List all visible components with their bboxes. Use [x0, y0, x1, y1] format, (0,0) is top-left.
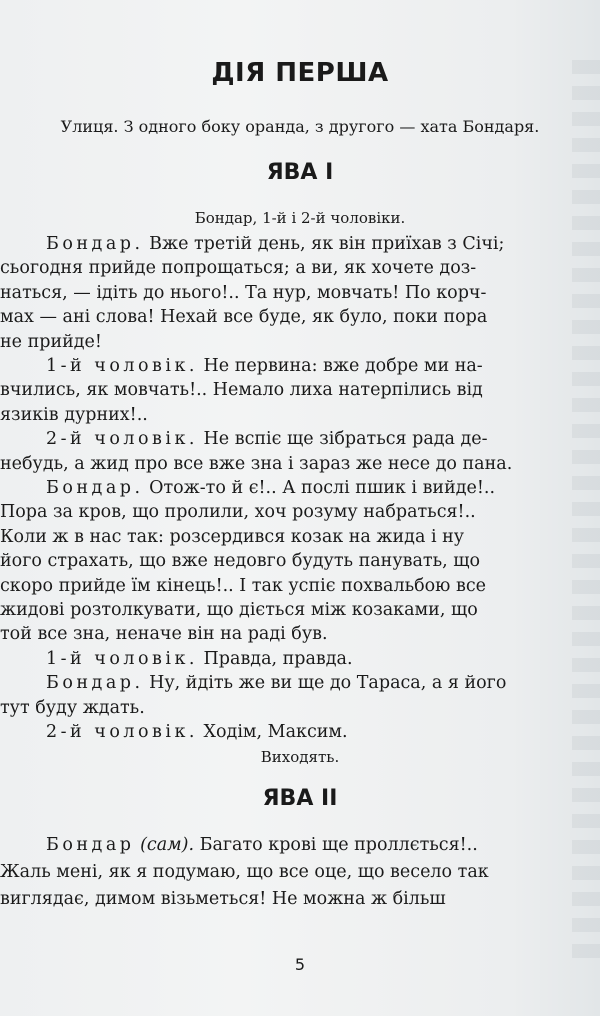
dialogue-line: небудь, а жид про все вже зна і зараз же несе до пана. [0, 453, 513, 474]
speaker: 1-й чоловік. [46, 356, 198, 376]
stage-direction-exit: Виходять. [260, 748, 340, 767]
speaker: 2-й чоловік. [46, 722, 198, 742]
speaker: Бондар [46, 835, 135, 855]
dialogue-line: Бондар (сам). Багато крові ще проллється!.. [46, 835, 478, 855]
dialogue-line: жидові розтолкувати, що діється між козаками, що [0, 600, 478, 620]
page-number: 5 [294, 955, 306, 974]
dialogue-line: Бондар. Ну, йдіть же ви ще до Тараса, а я його [46, 673, 507, 694]
dialogue-line: сьогодня прийде попрощаться; а ви, як хочете доз- [0, 258, 477, 279]
speaker: Бондар. [46, 673, 144, 694]
dialogue-line: вчились, як мовчать!.. Немало лиха натерпілись від [0, 380, 483, 401]
dialogue-line: Жаль мені, як я подумаю, що все оце, що весело так [0, 862, 489, 882]
dialogue-line: 2-й чоловік. Не вспіє ще зібраться рада де- [46, 429, 488, 450]
stage-remark: (сам). [140, 835, 195, 855]
dialogue-line: Коли ж в нас так: розсердився козак на жида і ну [0, 526, 465, 547]
dialogue-line: не прийде! [0, 331, 102, 352]
dialogue-line: 1-й чоловік. Не первина: вже добре ми на- [46, 356, 483, 376]
speaker: Бондар. [46, 234, 144, 254]
dialogue-line: Пора за кров, що пролили, хоч розуму набраться!.. [0, 502, 476, 523]
act-title: ДІЯ ПЕРША [211, 58, 389, 88]
scene-1-cast: Бондар, 1-й і 2-й чоловіки. [194, 209, 406, 227]
speaker: 2-й чоловік. [46, 429, 198, 450]
dialogue-line: Бондар. Вже третій день, як він приїхав з Січі; [46, 234, 505, 254]
dialogue-line: його страхать, що вже недовго будуть панувать, що [0, 551, 481, 572]
dialogue-line: виглядає, димом візьметься! Не можна ж більш [0, 889, 446, 909]
speaker: Бондар. [46, 478, 144, 498]
dialogue-line: скоро прийде їм кінець!.. І так успіє похвальбою все [0, 575, 486, 596]
dialogue-line: тут буду ждать. [0, 697, 145, 718]
scene-1-title: ЯВА І [266, 160, 334, 185]
speaker: 1-й чоловік. [46, 648, 198, 669]
dialogue-line: Бондар. Отож-то й є!.. А послі пшик і вийде!.. [46, 478, 496, 498]
dialogue-line: той все зна, неначе він на раді був. [0, 624, 328, 645]
dialogue-line: мах — ані слова! Нехай все буде, як було, поки пора [0, 307, 488, 328]
facing-page-edge [572, 60, 600, 960]
dialogue-line: 1-й чоловік. Правда, правда. [46, 648, 353, 669]
setting-description: Улиця. З одного боку оранда, з другого — хата Бондаря. [60, 117, 540, 136]
dialogue-line: 2-й чоловік. Ходім, Максим. [46, 722, 348, 742]
dialogue-line: язиків дурних!.. [0, 404, 148, 425]
scene-2-title: ЯВА ІІ [262, 786, 338, 811]
dialogue-line: наться, — ідіть до нього!.. Та нур, мовчать! По корч- [0, 282, 487, 303]
